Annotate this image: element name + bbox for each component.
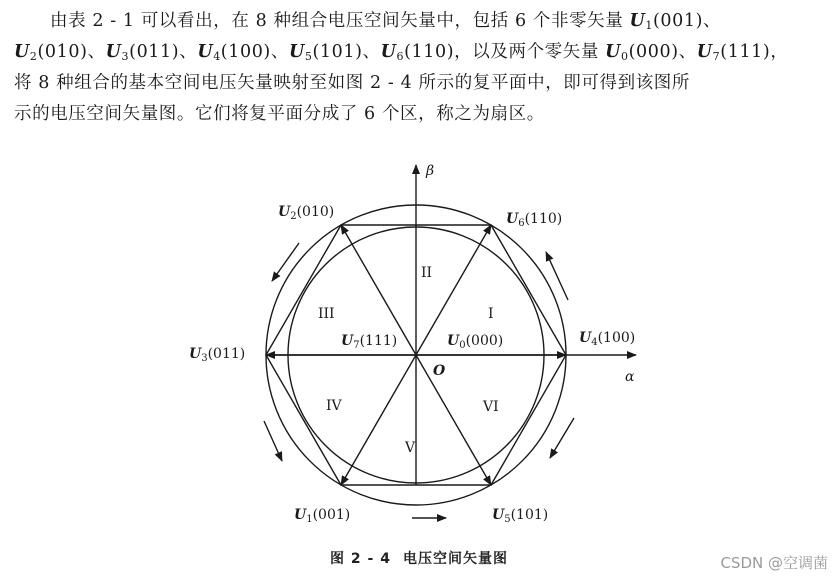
vector-u1-label: $U_1(001)$ — [294, 507, 351, 525]
rotation-arrow-top-left — [272, 243, 299, 281]
alpha-axis-label: α — [625, 369, 635, 385]
paragraph-line-3: 将 8 种组合的基本空间电压矢量映射至如图 2 - 4 所示的复平面中，即可得到该图所 — [14, 73, 690, 93]
vector-u6-label: $U_6(110)$ — [506, 211, 563, 229]
vector-u2-label: $U_2(010)$ — [278, 204, 335, 222]
paragraph-line-1: 由表 2 - 1 可以看出，在 8 种组合电压空间矢量中，包括 6 个非零矢量 $U_1(001)$、 — [50, 11, 722, 32]
rotation-arrow-bottom-right — [550, 418, 574, 458]
sector-6-label: VI — [483, 399, 499, 415]
vector-u4-label: $U_4(100)$ — [579, 330, 636, 348]
vector-u1-symbol: U — [629, 11, 646, 31]
paragraph-line-2: $U_2(010)$、$U_3(011)$、$U_4(100)$、$U_5(101)$、$U_6(110)$，以及两个零矢量 $U_0(000)$、$U_7(111)$， — [14, 42, 789, 63]
vector-u5-label: $U_5(101)$ — [492, 507, 549, 525]
rotation-arrow-top-right — [546, 252, 568, 300]
vector-u0-label: $U_0(000)$ — [447, 333, 504, 351]
sector-5-label: V — [405, 440, 416, 456]
vector-u7-label: $U_7(111)$ — [341, 333, 398, 351]
rotation-arrow-left — [264, 421, 282, 461]
origin-label: O — [433, 363, 446, 379]
csdn-watermark: CSDN @空调菌 — [720, 554, 828, 572]
figure-title: 电压空间矢量图 — [402, 551, 508, 567]
paragraph-line-4: 示的电压空间矢量图。它们将复平面分成了 6 个区，称之为扇区。 — [14, 104, 545, 124]
sector-1-label: I — [488, 306, 494, 322]
beta-axis-label: β — [426, 163, 435, 179]
sector-3-label: III — [318, 306, 335, 322]
vector-u3-label: $U_3(011)$ — [189, 346, 246, 364]
figure-caption — [0, 548, 838, 568]
vector-u5-arrow — [416, 355, 491, 485]
figure-number: 图 2 - 4 — [330, 551, 391, 567]
sector-2-label: II — [421, 265, 433, 281]
sector-4-label: IV — [326, 398, 342, 414]
vector-u1-arrow — [341, 355, 416, 485]
